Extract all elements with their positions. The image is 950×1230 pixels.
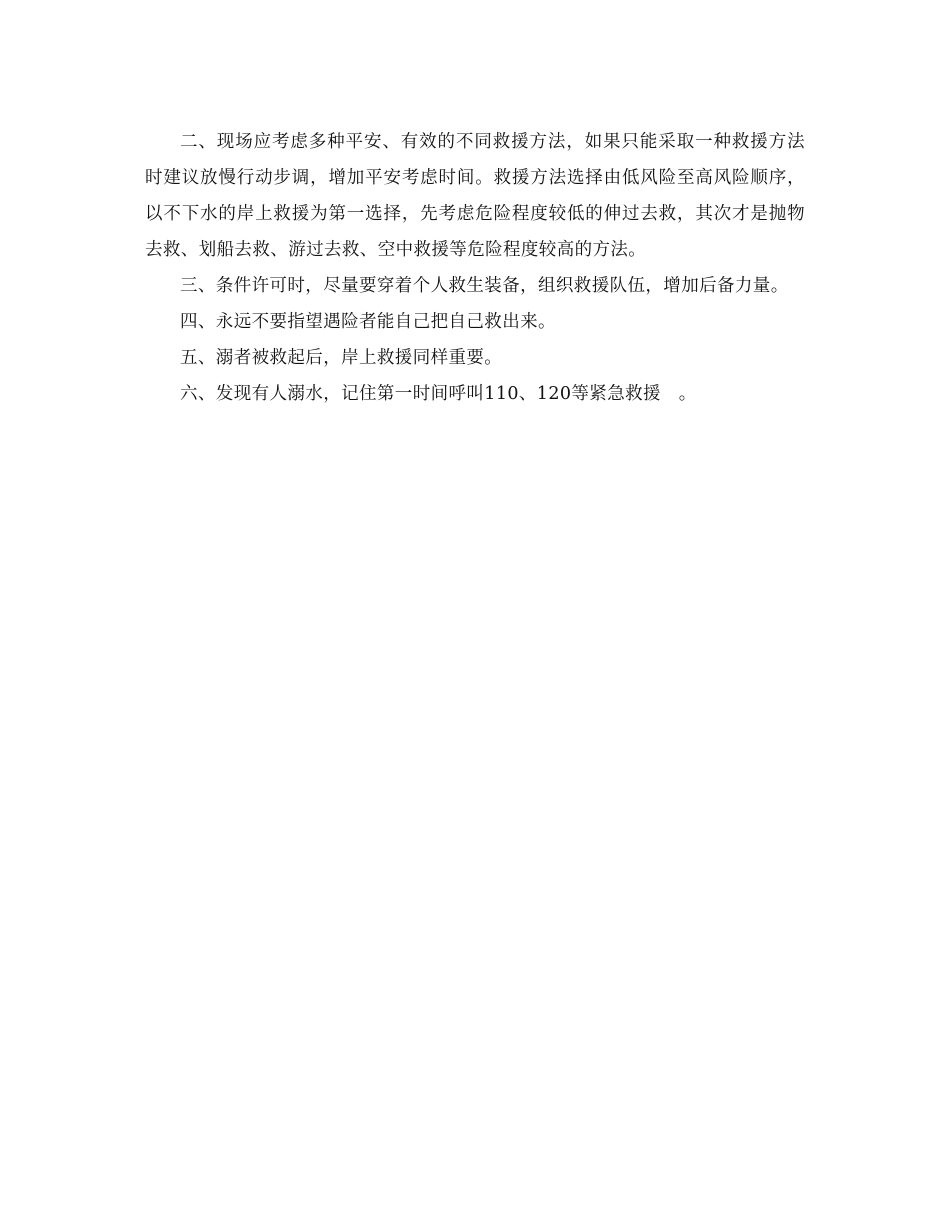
paragraph-rescue-equipment: 三、条件许可时，尽量要穿着个人救生装备，组织救援队伍，增加后备力量。 (180, 276, 789, 296)
paragraph-rescue-methods: 二、现场应考虑多种平安、有效的不同救援方法，如果只能采取一种救援方法时建议放慢行动步调，增加平安考虑时间。救援方法选择由低风险至高风险顺序，以不下水的岸上救援为第一选择，先考虑危险程度较低的伸过去救，其次才是抛物去救、划船去救、游过去救、空中救援等危险程度较高的方法。 (145, 132, 805, 260)
paragraph-shore-rescue: 五、溺者被救起后，岸上救援同样重要。 (180, 348, 503, 368)
paragraph-self-rescue: 四、永远不要指望遇险者能自己把自己救出来。 (180, 312, 556, 332)
paragraph-emergency-call: 六、发现有人溺水，记住第一时间呼叫110、120等紧急救援 。 (180, 384, 697, 404)
document-body (145, 124, 805, 412)
